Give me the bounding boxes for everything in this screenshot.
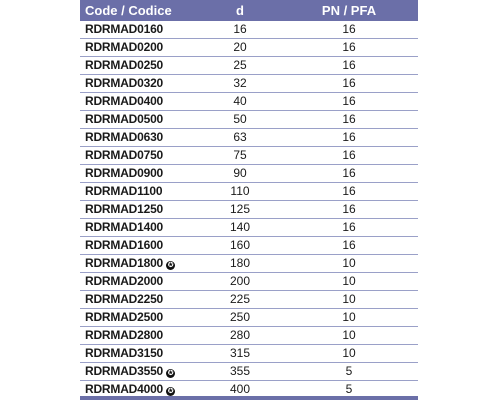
cell-d: 315 — [200, 345, 280, 363]
cell-pn: 16 — [280, 75, 418, 93]
cell-code — [80, 57, 200, 75]
cell-code — [80, 345, 200, 363]
table-row — [80, 111, 418, 129]
code-text: RDRMAD2250 — [85, 292, 164, 307]
cell-code — [80, 111, 200, 129]
table-row — [80, 237, 418, 255]
star-badge-icon: ✪ — [167, 370, 174, 378]
code-text: RDRMAD0900 — [85, 166, 164, 181]
cell-d: 16 — [200, 21, 280, 39]
code-text: RDRMAD2500 — [85, 310, 164, 325]
cell-pn: 16 — [280, 57, 418, 75]
cell-d: 200 — [200, 273, 280, 291]
cell-code — [80, 183, 200, 201]
table-row — [80, 255, 418, 273]
table-header — [80, 0, 418, 21]
cell-code — [80, 273, 200, 291]
cell-d: 40 — [200, 93, 280, 111]
cell-pn: 5 — [280, 381, 418, 399]
cell-d: 250 — [200, 309, 280, 327]
header-pn: PN / PFA — [321, 3, 377, 18]
cell-d: 400 — [200, 381, 280, 399]
table-body — [80, 21, 418, 399]
cell-pn: 16 — [280, 201, 418, 219]
cell-code — [80, 39, 200, 57]
cell-pn: 16 — [280, 93, 418, 111]
table-row — [80, 327, 418, 345]
code-text: RDRMAD0750 — [85, 148, 164, 163]
code-text: RDRMAD0320 — [85, 76, 164, 91]
cell-pn: 16 — [280, 237, 418, 255]
cell-code — [80, 363, 200, 381]
product-table — [80, 0, 418, 399]
table-row — [80, 183, 418, 201]
code-text: RDRMAD0500 — [85, 112, 164, 127]
table-bottom-bar — [80, 396, 418, 400]
cell-code — [80, 309, 200, 327]
cell-d: 50 — [200, 111, 280, 129]
header-code: Code / Codice — [85, 3, 172, 18]
cell-pn: 16 — [280, 183, 418, 201]
code-text: RDRMAD0160 — [85, 22, 164, 37]
cell-pn: 16 — [280, 219, 418, 237]
cell-d: 25 — [200, 57, 280, 75]
cell-pn: 16 — [280, 111, 418, 129]
cell-code — [80, 75, 200, 93]
cell-d: 225 — [200, 291, 280, 309]
cell-code — [80, 237, 200, 255]
table-row — [80, 75, 418, 93]
cell-d: 90 — [200, 165, 280, 183]
cell-pn: 16 — [280, 165, 418, 183]
table-row — [80, 201, 418, 219]
table-row — [80, 129, 418, 147]
code-text: RDRMAD0630 — [85, 130, 164, 145]
table-row — [80, 273, 418, 291]
cell-pn: 10 — [280, 255, 418, 273]
code-text: RDRMAD3550 — [85, 364, 164, 379]
code-text: RDRMAD1600 — [85, 238, 164, 253]
product-table-container — [80, 0, 418, 399]
cell-code — [80, 21, 200, 39]
cell-code — [80, 129, 200, 147]
cell-d: 20 — [200, 39, 280, 57]
cell-pn: 10 — [280, 327, 418, 345]
cell-d: 180 — [200, 255, 280, 273]
table-row — [80, 165, 418, 183]
cell-pn: 10 — [280, 273, 418, 291]
table-row — [80, 363, 418, 381]
cell-d: 110 — [200, 183, 280, 201]
cell-pn: 10 — [280, 345, 418, 363]
cell-pn: 16 — [280, 129, 418, 147]
header-row — [80, 0, 418, 21]
cell-code — [80, 201, 200, 219]
cell-code — [80, 219, 200, 237]
cell-pn: 5 — [280, 363, 418, 381]
table-row — [80, 147, 418, 165]
cell-d: 125 — [200, 201, 280, 219]
header-d: d — [236, 3, 244, 18]
cell-pn: 10 — [280, 309, 418, 327]
cell-code — [80, 165, 200, 183]
code-text: RDRMAD3150 — [85, 346, 164, 361]
cell-code — [80, 93, 200, 111]
cell-code — [80, 255, 200, 273]
cell-pn: 10 — [280, 291, 418, 309]
cell-d: 355 — [200, 363, 280, 381]
code-text: RDRMAD0400 — [85, 94, 164, 109]
cell-d: 280 — [200, 327, 280, 345]
cell-pn: 16 — [280, 147, 418, 165]
code-text: RDRMAD2000 — [85, 274, 164, 289]
cell-code — [80, 147, 200, 165]
code-text: RDRMAD2800 — [85, 328, 164, 343]
table-row — [80, 309, 418, 327]
star-badge-icon: ✪ — [167, 262, 174, 270]
table-row — [80, 291, 418, 309]
cell-code — [80, 291, 200, 309]
code-text: RDRMAD1100 — [85, 184, 163, 199]
table-row — [80, 39, 418, 57]
cell-code — [80, 327, 200, 345]
table-row — [80, 57, 418, 75]
table-row — [80, 219, 418, 237]
table-row — [80, 345, 418, 363]
code-text: RDRMAD0250 — [85, 58, 164, 73]
cell-d: 32 — [200, 75, 280, 93]
star-badge-icon: ✪ — [167, 388, 174, 396]
cell-pn: 16 — [280, 39, 418, 57]
code-text: RDRMAD1800 — [85, 256, 164, 271]
cell-d: 140 — [200, 219, 280, 237]
code-text: RDRMAD4000 — [85, 382, 164, 397]
code-text: RDRMAD1400 — [85, 220, 164, 235]
cell-pn: 16 — [280, 21, 418, 39]
table-row — [80, 21, 418, 39]
cell-d: 160 — [200, 237, 280, 255]
cell-d: 75 — [200, 147, 280, 165]
table-row — [80, 93, 418, 111]
code-text: RDRMAD1250 — [85, 202, 164, 217]
code-text: RDRMAD0200 — [85, 40, 164, 55]
cell-d: 63 — [200, 129, 280, 147]
